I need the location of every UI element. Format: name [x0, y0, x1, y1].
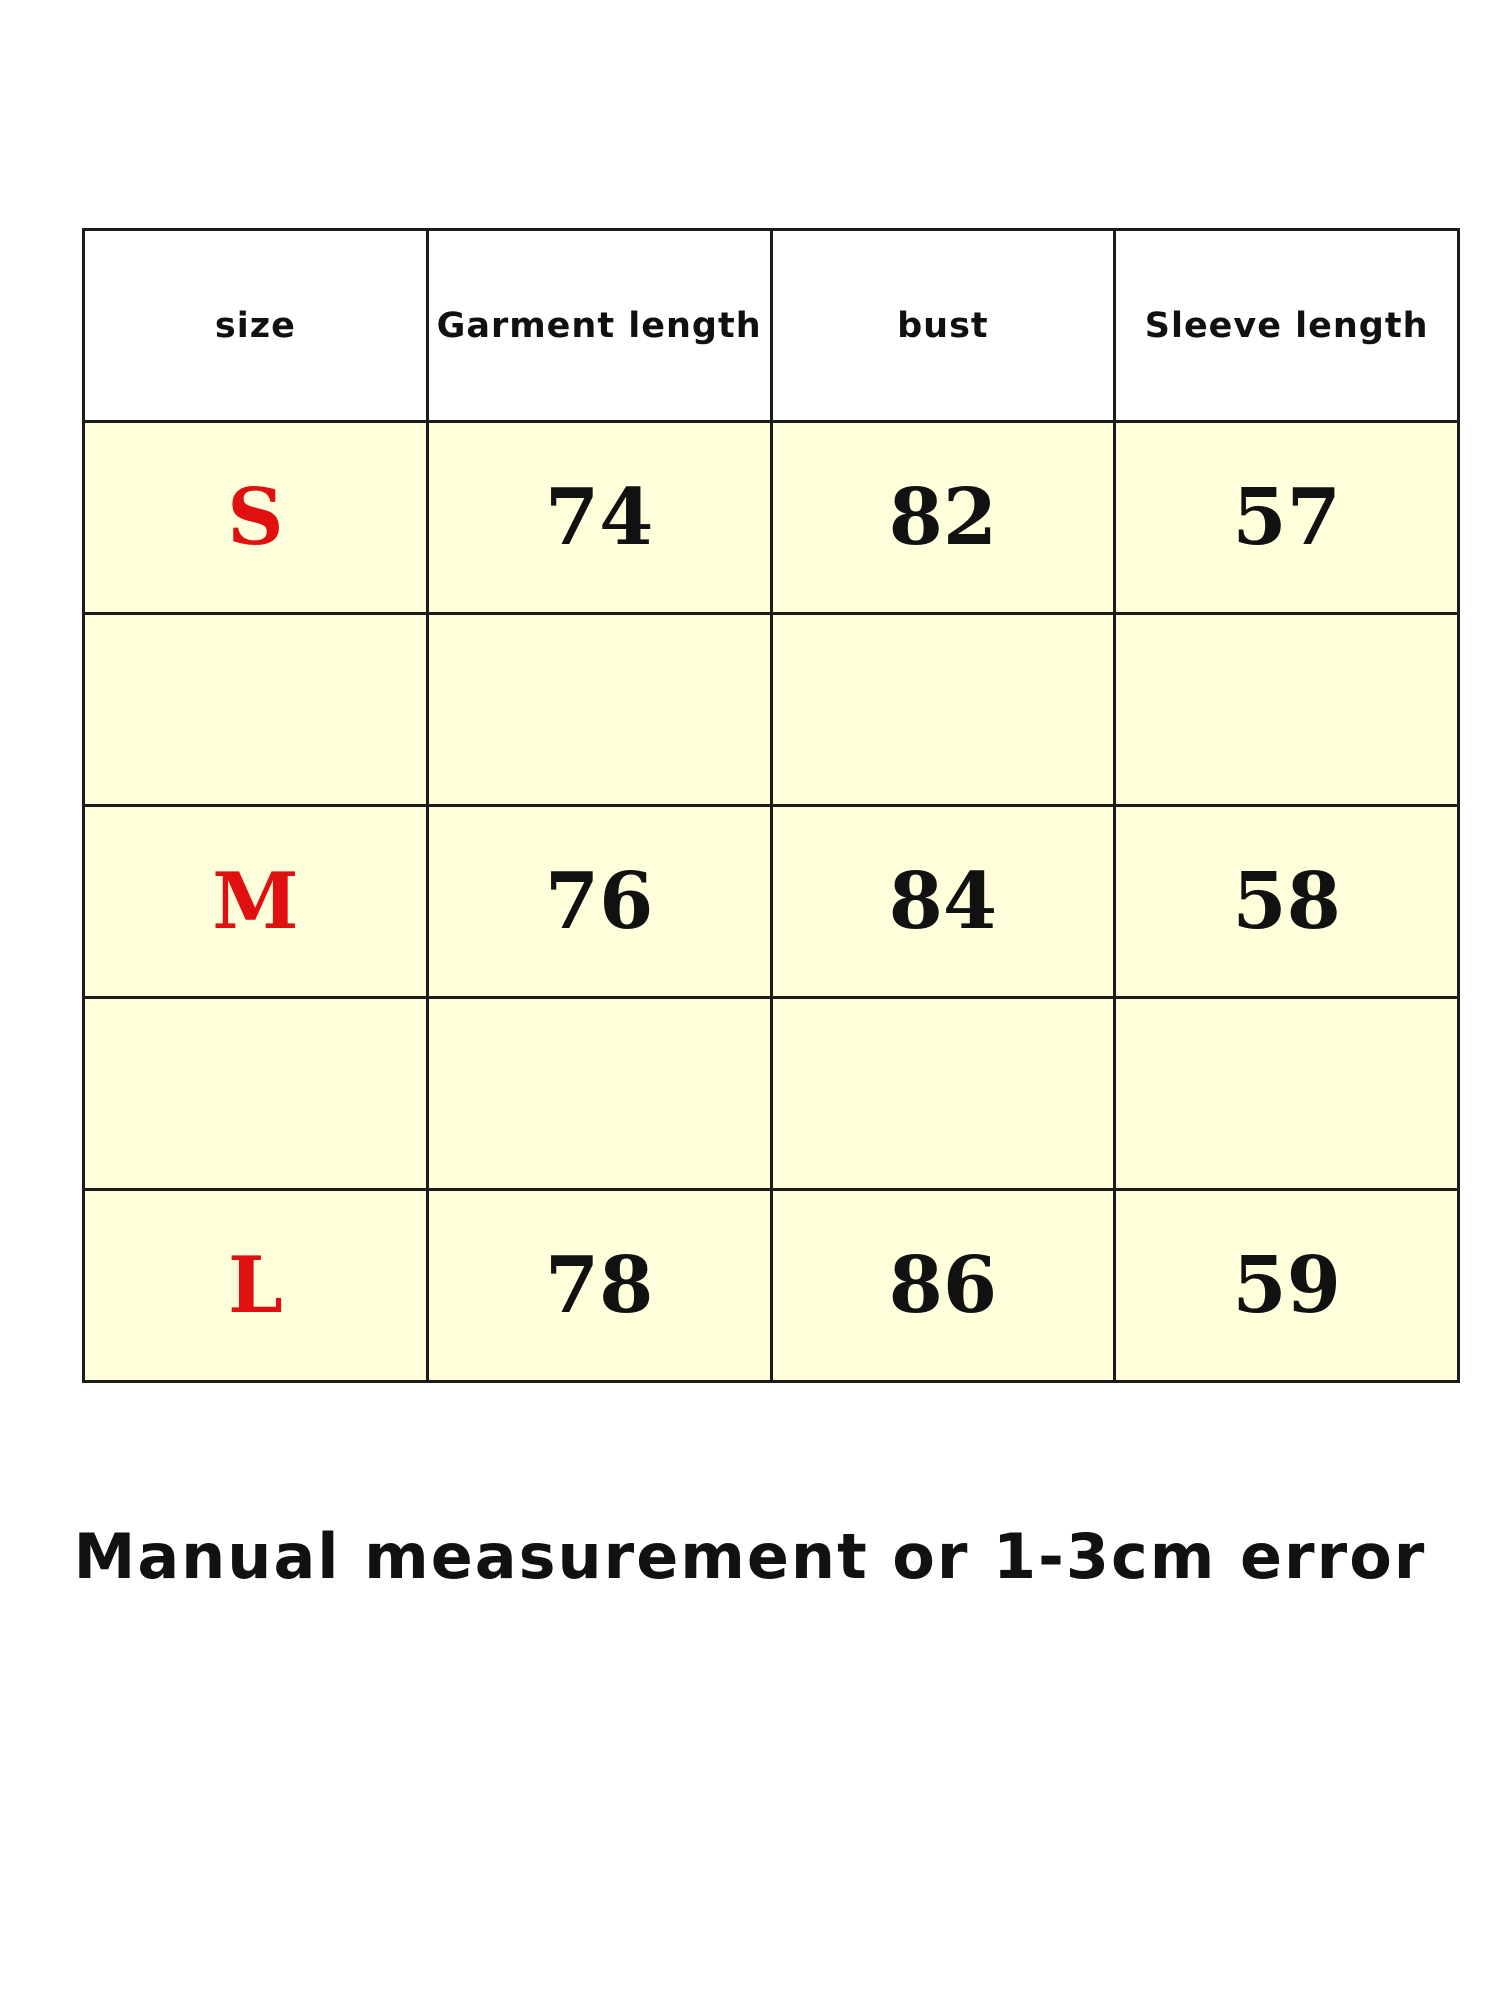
garment-length-value: 74: [427, 422, 771, 614]
bust-value: 84: [771, 806, 1115, 998]
garment-length-value: 78: [427, 1190, 771, 1382]
table-row: [84, 1190, 1459, 1382]
sleeve-length-value: 58: [1115, 806, 1459, 998]
header-bust: bust: [771, 230, 1115, 422]
garment-length-value: [427, 614, 771, 806]
header-size: size: [84, 230, 428, 422]
header-garment-length: Garment length: [427, 230, 771, 422]
garment-length-value: 76: [427, 806, 771, 998]
bust-value: [771, 998, 1115, 1190]
sleeve-length-value: 59: [1115, 1190, 1459, 1382]
size-label: L: [84, 1190, 428, 1382]
measurement-note: Manual measurement or 1-3cm error: [73, 1520, 1427, 1593]
size-label: S: [84, 422, 428, 614]
size-label: [84, 998, 428, 1190]
bust-value: [771, 614, 1115, 806]
size-chart-table: [82, 228, 1460, 1383]
sleeve-length-value: [1115, 998, 1459, 1190]
table-row: [84, 422, 1459, 614]
table-row: [84, 998, 1459, 1190]
sleeve-length-value: [1115, 614, 1459, 806]
size-label: M: [84, 806, 428, 998]
table-header-row: [84, 230, 1459, 422]
header-sleeve-length: Sleeve length: [1115, 230, 1459, 422]
table-row: [84, 614, 1459, 806]
bust-value: 82: [771, 422, 1115, 614]
garment-length-value: [427, 998, 771, 1190]
table-row: [84, 806, 1459, 998]
bust-value: 86: [771, 1190, 1115, 1382]
sleeve-length-value: 57: [1115, 422, 1459, 614]
size-label: [84, 614, 428, 806]
